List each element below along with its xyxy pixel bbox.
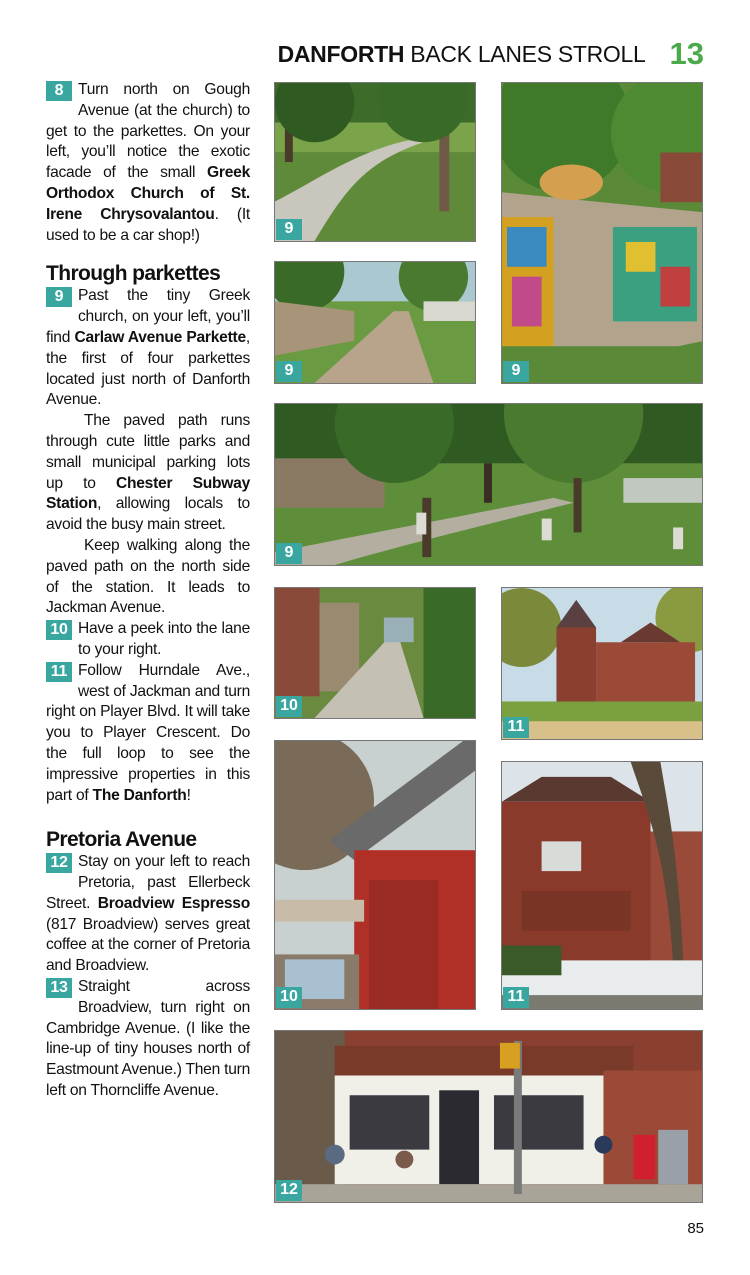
step-badge: 11 — [46, 662, 72, 682]
chapter-title: DANFORTH BACK LANES STROLL — [277, 40, 646, 67]
step-10: 10 Have a peek into the lane to your right. — [46, 619, 250, 661]
espresso-cafe-photo — [274, 1030, 703, 1203]
step-13: 13 Straight across Broadview, turn right on Cambridge Avenue. (I like the line-up of tiny houses north of Eastmount Avenue.) Then turn left on Thorncliffe Avenue. — [46, 978, 250, 1100]
photo-label: 9 — [503, 361, 529, 382]
photo-label: 10 — [276, 987, 302, 1008]
red-shed-photo — [274, 740, 476, 1010]
photo-label: 11 — [503, 987, 529, 1008]
step-badge: 8 — [46, 81, 72, 101]
mural-fence-photo — [501, 82, 703, 384]
photo-label: 9 — [276, 219, 302, 240]
page-header — [278, 34, 704, 74]
photo-label: 10 — [276, 696, 302, 717]
brick-house-winter-photo — [501, 761, 703, 1010]
victorian-house-photo — [501, 587, 703, 740]
page-number: 85 — [687, 1220, 704, 1237]
photo-label: 12 — [276, 1180, 302, 1201]
parkette-lane-photo — [274, 261, 476, 384]
step-badge: 12 — [46, 853, 72, 873]
section-heading-parkettes: Through parkettes — [46, 262, 221, 286]
section-heading-pretoria: Pretoria Avenue — [46, 828, 197, 852]
step-badge: 9 — [46, 287, 72, 307]
step-badge: 10 — [46, 620, 72, 640]
photo-label: 9 — [276, 543, 302, 564]
park-path-photo — [274, 82, 476, 242]
step-8: 8 Turn north on Gough Avenue (at the church) to get to the parkettes. On your left, you’ll notice the exotic facade of the small Greek Orthodox Church of St. Irene Chrysovalantou. (It used to be a car shop!) — [46, 81, 250, 244]
photo-label: 11 — [503, 717, 529, 738]
photo-label: 9 — [276, 361, 302, 382]
step-badge: 13 — [46, 978, 72, 998]
parkette-wide-photo — [274, 403, 703, 566]
step-9: 9 Past the tiny Greek church, on your left, you’ll find Carlaw Avenue Parkette, the first of four parkettes located just north of Danforth Avenue. — [46, 287, 250, 409]
back-lane-photo — [274, 587, 476, 719]
step-11: 11 Follow Hurndale Ave., west of Jackman and turn right on Player Blvd. It will take you to Player Crescent. Do the full loop to see the impressive properties in this part of The Danforth! — [46, 661, 250, 804]
chapter-number: 13 — [669, 36, 704, 71]
step-12: 12 Stay on your left to reach Pretoria, past Ellerbeck Street. Broadview Espresso (817 Broadview) serves great coffee at the corner of Pretoria and Broadview. — [46, 853, 250, 975]
text-column — [46, 80, 250, 1102]
paragraph-keep-walking: Keep walking along the paved path on the north side of the station. It leads to Jackman Avenue. — [46, 536, 250, 617]
paragraph-paved-path: The paved path runs through cute little parks and small municipal parking lots up to Chester Subway Station, allowing locals to avoid the busy main street. — [46, 412, 250, 534]
